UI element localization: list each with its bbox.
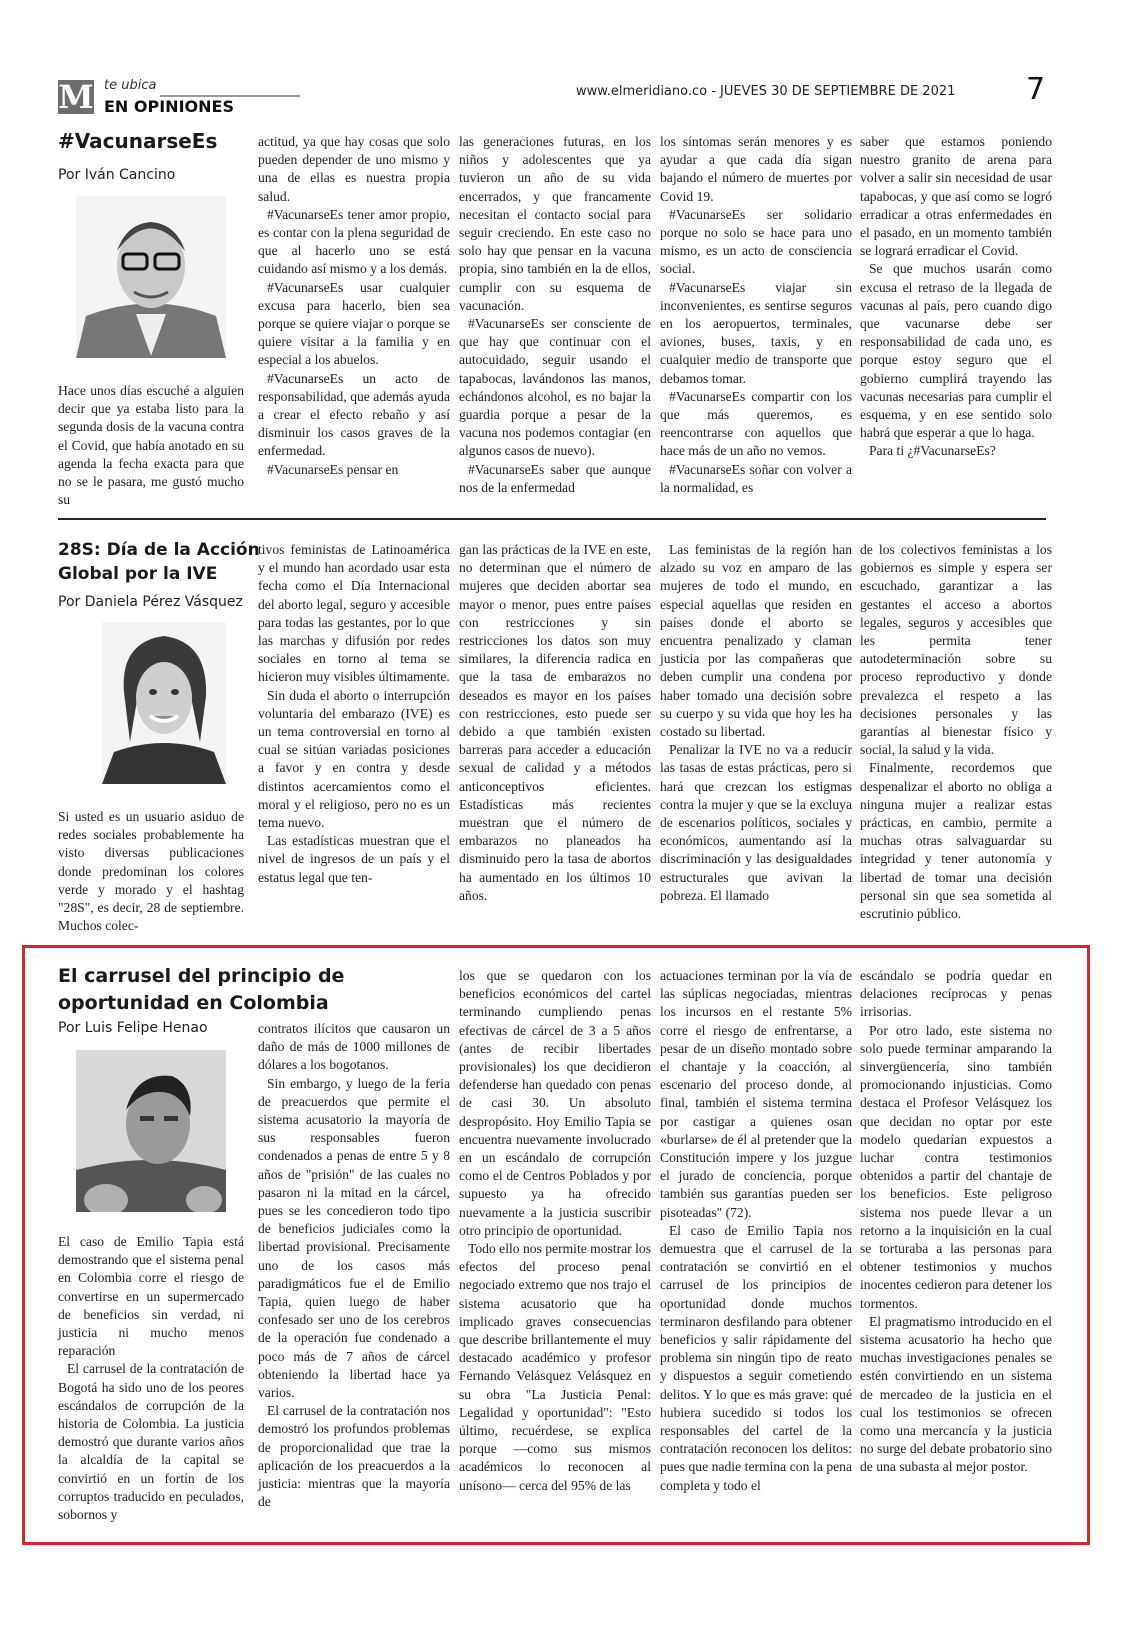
article2-byline: Por Daniela Pérez Vásquez	[58, 594, 243, 610]
logo: M	[58, 78, 94, 116]
article2-author-photo	[102, 622, 226, 784]
article2-col1: Si usted es un usuario asiduo de redes sociales probablemente ha visto diversas publicaciones donde predominan los colores verde y morado y el hashtag "28S", es decir, 28 de septiembre. Muchos colec-	[58, 809, 244, 934]
page-number: 7	[1026, 72, 1046, 107]
article2-col2: tivos feministas de Latinoamérica y el mundo han acordado usar esta fecha como el Día Internacional del aborto legal, seguro y accesible para todas las gestantes, por lo que las marchas y difusión por redes sociales en torno al tema se hicieron muy visibles últimamente. Sin duda el aborto o interrupción voluntaria del embarazo (IVE) es un tema controversial en torno al cual se sitúan variadas posiciones a favor y en contra y desde distintos acercamientos como el moral y el religioso, pero no es un tema nuevo. Las estadísticas muestran que el nivel de ingresos de un país y el estatus legal que ten-	[258, 542, 450, 885]
section-label: EN OPINIONES	[104, 97, 234, 116]
article2-col3: gan las prácticas de la IVE en este, no determinan que el número de mujeres que deciden abortar sea mayor o menor, pues entre países con restricciones y sin restricciones los datos son muy similares, la diferencia radica en que la tasa de embarazos no deseados es mayor en los países con restricciones, esto puede ser debido a que también existen barreras para acceder a educación sexual de calidad y a métodos anticonceptivos eficientes. Estadísticas más recientes muestran que el número de embarazos no planeados ha disminuido pero la tasa de abortos ha aumentado en los últimos 10 años.	[459, 542, 651, 903]
divider-1	[58, 518, 1046, 520]
article1-col5: saber que estamos poniendo nuestro granito de arena para volver a salir sin necesidad de usar tapabocas, y que así como se logró erradicar a otras enfermedades en el pasado, en un momento también se logrará erradicar el Covid. Se que muchos usarán como excusa el retraso de la llegada de vacunas al país, pero cuando digo que vacunarse debe ser responsabilidad de cada uno, es porque estoy seguro que el gobierno cumplirá trayendo las vacunas necesarias para cumplir el esquema, y en ese sentido solo habrá que esperar a que lo haga. Para ti ¿#VacunarseEs?	[860, 134, 1052, 459]
dateline: www.elmeridiano.co - JUEVES 30 DE SEPTIEMBRE DE 2021	[576, 84, 956, 99]
article1-col2: actitud, ya que hay cosas que solo pueden depender de uno mismo y una de ellas es nuestra propia salud. #VacunarseEs tener amor propio, es contar con la plena seguridad de que al hacerlo uno se está cuidando así mismo y a los demás. #VacunarseEs usar cualquier excusa para hacerlo, bien sea porque se quiere viajar o porque se quiere visitar a la familia y en especial a los abuelos. #VacunarseEs un acto de responsabilidad, que además ayuda a crear el efecto rebaño y así disminuir los casos graves de la enfermedad. #VacunarseEs pensar en	[258, 134, 450, 477]
article3-col5: escándalo se podría quedar en delaciones recíprocas y penas irrisorias. Por otro lado, este sistema no solo puede terminar amparando la sinvergüencería, sino también promocionando injusticias. Como destaca el Profesor Velásquez los que decidan no optar por este modelo quedarían expuestos a luchar contra testimonios obtenidos a partir del chantaje de los beneficios. Este peligroso sistema nos puede llevar a un retorno a la inquisición en la cual se torturaba a las personas para obtener testimonios y muchos inocentes cedieron para detener los tormentos. El pragmatismo introducido en el sistema acusatorio ha hecho que muchas investigaciones penales se estén convirtiendo en un sistema de mercadeo de la justicia en el cual los testimonios se ofrecen como una mercancía y la justicia no surge del debate probatorio sino de una subasta al mejor postor.	[860, 968, 1052, 1475]
article1-byline: Por Iván Cancino	[58, 167, 176, 183]
article1-col4: los síntomas serán menores y es ayudar a que cada día sigan bajando el número de muertes por Covid 19. #VacunarseEs ser solidario porque no solo se hace para uno mismo, es un acto de consciencia social. #VacunarseEs viajar sin inconvenientes, es sentirse seguros en los aeropuertos, terminales, aviones, buses, taxis, y en cualquier medio de transporte que debamos tomar. #VacunarseEs compartir con los que más queremos, es reencontrarse con aquellos que hace más de un año no vemos. #VacunarseEs soñar con volver a la normalidad, es	[660, 134, 852, 495]
article3-col1: El caso de Emilio Tapia está demostrando que el sistema penal en Colombia corre el riesgo de convertirse en un supermercado de beneficios sin verdad, ni justicia ni mucho menos reparación El carrusel de la contratación de Bogotá ha sido uno de los peores escándalos de corrupción de la historia de Colombia. La justicia demostró que durante varios años la alcaldía de la capital se convirtió en un fortín de los corruptos traducido en peculados, sobornos y	[58, 1234, 244, 1523]
article1-author-photo	[76, 196, 226, 358]
article3-col4: actuaciones terminan por la vía de las súplicas negociadas, mientras los incursos en el restante 5% corre el riesgo de enfrentarse, a pesar de un diseño montado sobre el chantaje y la coacción, al escenario del proceso donde, al final, también el sistema termina por castigar a quienes osan «burlarse» de él al pretender que la Constitución impere y los juzgue el jurado de conciencia, porque también sus garantías pueden ser pisoteadas" (72). El caso de Emilio Tapia nos demuestra que el carrusel de la contratación se convirtió en el carrusel de los principios de oportunidad donde muchos terminaron desfilando para obtener beneficios y salir rápidamente del problema sin ningún tipo de reato y dispuestos a seguir cometiendo delitos. Y lo que es más grave: qué hubiera sucedido si todos los responsables del cartel de la contratación reconocen los delitos: pues que nadie termina con la pena completa y todo el	[660, 968, 852, 1493]
article2-col4: Las feministas de la región han alzado su voz en amparo de las mujeres de todo el mundo, en especial aquellas que residen en países donde el aborto se encuentra penalizado y claman justicia por las compañeras que deben cumplir una condena por haber tomado una decisión sobre su cuerpo y su vida que hoy les ha costado su libertad. Penalizar la IVE no va a reducir las tasas de estas prácticas, pero si hará que crezcan los estigmas contra la mujer y que se la excluya de escenarios políticos, sociales y económicos, aumentando así la discriminación y las desigualdades estructurales que avivan la pobreza. El llamado	[660, 542, 852, 903]
article1-title: #VacunarseEs	[58, 129, 218, 153]
tagline: te ubica	[104, 78, 157, 93]
article3-byline: Por Luis Felipe Henao	[58, 1020, 208, 1036]
article3-col3: los que se quedaron con los beneficios económicos del cartel terminando cumpliendo penas efectivas de cárcel de 3 a 5 años (antes de recibir libertades provisionales) los que decidieron defenderse han quedado con penas de casi 30. Un absoluto despropósito. Hoy Emilio Tapia se encuentra nuevamente involucrado en un escándalo de corrupción como el de Centros Poblados y por supuesto ya ha ofrecido nuevamente a la justicia suscribir otro principio de oportunidad. Todo ello nos permite mostrar los efectos del proceso penal negociado extremo que nos trajo el sistema acusatorio que ha implicado graves consecuencias que describe brillantemente el muy destacado académico y profesor Fernando Velásquez Velásquez en su obra "La Justicia Penal: Legalidad y oportunidad": "Esto último, recuérdese, se explica porque —como sus mismos académicos lo reconocen al unísono— cerca del 95% de las	[459, 968, 651, 1493]
article3-col2: contratos ilícitos que causaron un daño de más de 1000 millones de dólares a los bogotanos. Sin embargo, y luego de la feria de preacuerdos que permite el sistema acusatorio la mayoría de sus responsables fueron condenados a penas de entre 5 y 8 años de "prisión" de las cuales no pasaron ni la mitad en la cárcel, pues se les concedieron todo tipo de beneficios judiciales como la libertad provisional. Precisamente uno de los casos más paradigmáticos fue el de Emilio Tapia, quien luego de haber confesado ser uno de los cerebros de la operación fue condenado a poco más de 7 años de cárcel obteniendo la libertad hace ya varios. El carrusel de la contratación nos demostró los profundos problemas de proporcionalidad que trae la aplicación de los preacuerdos a la justicia: mientras que la mayoría de	[258, 1021, 450, 1510]
article3-title: El carrusel del principio de oportunidad en Colombia	[58, 965, 345, 1014]
article1-col3: las generaciones futuras, en los niños y adolescentes que ya tuvieron un año de su vida encerrados, y que francamente necesitan el contacto social para seguir creciendo. En este caso no solo hay que pensar en la vacuna propia, sino también en la de ellos, cumplir con su esquema de vacunación. #VacunarseEs ser consciente de que hay que continuar con el autocuidado, seguir usando el tapabocas, lavándonos las manos, echándonos alcohol, es no bajar la guardia porque a pesar de la vacuna nos podemos contagiar (en algunos casos de nuevo). #VacunarseEs saber que aunque nos de la enfermedad	[459, 134, 651, 495]
article3-author-photo	[76, 1050, 226, 1212]
article1-col1: Hace unos días escuché a alguien decir que ya estaba listo para la segunda dosis de la vacuna contra el Covid, que había anotado en su agenda la fecha exacta para que no se le pasara, me gustó mucho su	[58, 383, 244, 508]
article2-title: 28S: Día de la Acción Global por la IVE	[58, 540, 260, 584]
article2-col5: de los colectivos feministas a los gobiernos es simple y espera ser escuchado, garantizar a las gestantes el acceso a abortos legales, seguros y accesibles que les permita tener autodeterminación sobre su proceso reproductivo y donde prevalezca el respeto a las decisiones personales y las garantías al bienestar físico y social, la salud y la vida. Finalmente, recordemos que despenalizar el aborto no obliga a ninguna mujer a realizar estas prácticas, en cambio, permite a muchas otras salvaguardar su integridad y tener autonomía y libertad de tomar una decisión personal sin que sea sometida al escrutinio público.	[860, 542, 1052, 922]
